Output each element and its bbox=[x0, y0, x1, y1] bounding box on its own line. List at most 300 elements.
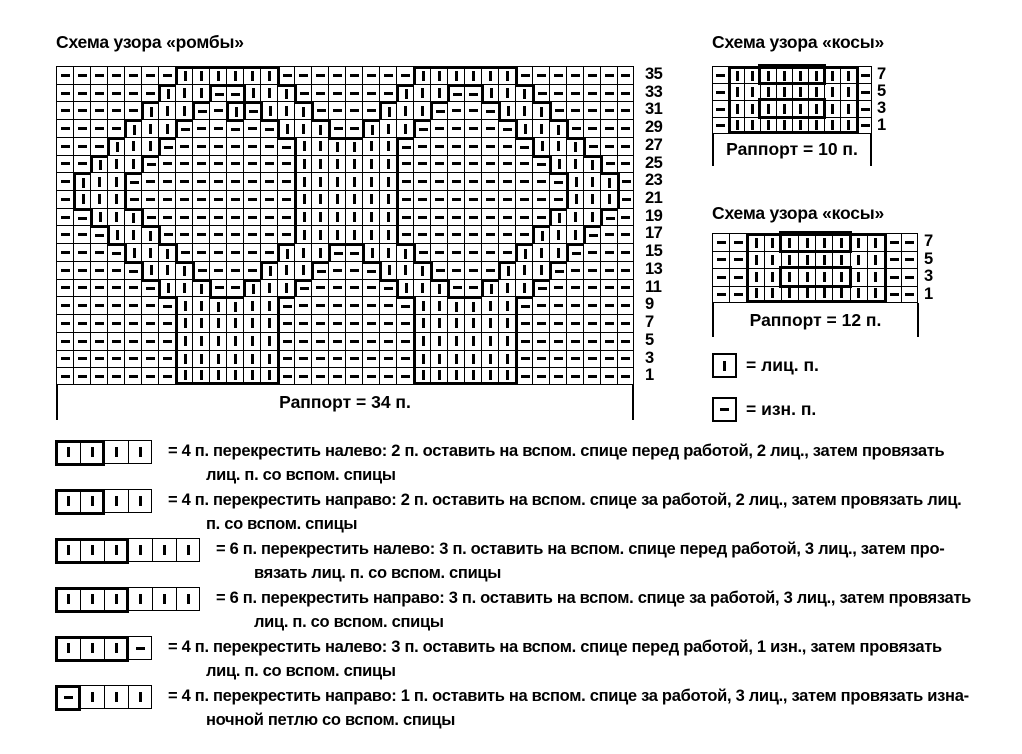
knit-stitch-icon bbox=[91, 447, 94, 457]
knit-cell bbox=[379, 172, 396, 190]
knit-cell bbox=[311, 243, 328, 261]
purl-stitch-icon bbox=[163, 305, 172, 308]
knit-stitch-icon bbox=[302, 124, 305, 134]
knit-stitch-icon bbox=[251, 318, 254, 328]
purl-stitch-icon bbox=[588, 357, 597, 360]
purl-cell bbox=[617, 279, 634, 297]
knit-stitch-icon bbox=[268, 71, 271, 81]
knit-cell bbox=[243, 296, 260, 314]
purl-cell bbox=[328, 243, 345, 261]
purl-stitch-icon bbox=[61, 198, 70, 201]
knit-cell bbox=[152, 538, 176, 562]
purl-cell bbox=[243, 119, 260, 137]
knit-stitch-icon bbox=[91, 594, 94, 604]
knit-stitch-icon bbox=[823, 288, 826, 298]
purl-cell bbox=[124, 172, 141, 190]
knit-stitch-icon bbox=[421, 106, 424, 116]
purl-stitch-icon bbox=[588, 74, 597, 77]
row-number: 3 bbox=[877, 99, 886, 117]
purl-stitch-icon bbox=[299, 74, 308, 77]
purl-cell bbox=[884, 251, 901, 269]
purl-cell bbox=[481, 190, 498, 208]
purl-stitch-icon bbox=[419, 251, 428, 254]
purl-cell bbox=[532, 296, 549, 314]
purl-cell bbox=[712, 286, 729, 304]
knit-cell bbox=[867, 268, 884, 286]
purl-stitch-icon bbox=[299, 322, 308, 325]
purl-stitch-icon bbox=[130, 181, 139, 184]
purl-cell bbox=[56, 172, 73, 190]
knit-stitch-icon bbox=[163, 594, 166, 604]
knit-stitch-icon bbox=[751, 104, 754, 114]
knit-stitch-icon bbox=[132, 230, 135, 240]
cable-symbol bbox=[56, 636, 155, 661]
purl-cell bbox=[566, 350, 583, 368]
purl-cell bbox=[209, 119, 226, 137]
purl-cell bbox=[124, 261, 141, 279]
purl-cell bbox=[345, 119, 362, 137]
purl-stitch-icon bbox=[537, 163, 546, 166]
knit-stitch-icon bbox=[874, 238, 877, 248]
purl-cell bbox=[56, 137, 73, 155]
knit-cell bbox=[294, 137, 311, 155]
knit-stitch-icon bbox=[455, 71, 458, 81]
purl-stitch-icon bbox=[605, 145, 614, 148]
purl-stitch-icon bbox=[248, 233, 257, 236]
purl-cell bbox=[56, 119, 73, 137]
purl-cell bbox=[515, 350, 532, 368]
purl-cell bbox=[600, 279, 617, 297]
purl-cell bbox=[515, 190, 532, 208]
purl-cell bbox=[884, 233, 901, 251]
knit-stitch-icon bbox=[755, 238, 758, 248]
knit-cell bbox=[345, 155, 362, 173]
purl-cell bbox=[396, 296, 413, 314]
knit-stitch-icon bbox=[806, 272, 809, 282]
purl-stitch-icon bbox=[333, 286, 342, 289]
knit-stitch-icon bbox=[115, 159, 118, 169]
purl-stitch-icon bbox=[214, 145, 223, 148]
purl-cell bbox=[328, 261, 345, 279]
purl-cell bbox=[498, 172, 515, 190]
knit-stitch-icon bbox=[200, 284, 203, 294]
purl-cell bbox=[73, 66, 90, 84]
purl-stitch-icon bbox=[537, 74, 546, 77]
purl-cell bbox=[549, 367, 566, 385]
purl-stitch-icon bbox=[299, 357, 308, 360]
knit-stitch-icon bbox=[591, 194, 594, 204]
knit-stitch-icon bbox=[67, 496, 70, 506]
purl-stitch-icon bbox=[350, 127, 359, 130]
knit-cell bbox=[464, 367, 481, 385]
knit-cell bbox=[600, 172, 617, 190]
legend-knit-row bbox=[712, 353, 819, 378]
knit-cell bbox=[776, 117, 792, 134]
purl-stitch-icon bbox=[588, 322, 597, 325]
purl-cell bbox=[583, 137, 600, 155]
knit-stitch-icon bbox=[115, 447, 118, 457]
purl-stitch-icon bbox=[503, 216, 512, 219]
purl-cell bbox=[413, 190, 430, 208]
knit-cell bbox=[243, 350, 260, 368]
knit-stitch-icon bbox=[91, 496, 94, 506]
purl-cell bbox=[600, 137, 617, 155]
knit-cell bbox=[850, 233, 867, 251]
row-number: 7 bbox=[877, 65, 886, 83]
purl-stitch-icon bbox=[265, 216, 274, 219]
row-number: 27 bbox=[645, 135, 663, 154]
main-chart-row-numbers bbox=[645, 66, 662, 385]
purl-cell bbox=[90, 261, 107, 279]
knit-cell bbox=[583, 155, 600, 173]
purl-stitch-icon bbox=[350, 340, 359, 343]
purl-stitch-icon bbox=[248, 198, 257, 201]
knit-stitch-icon bbox=[184, 318, 187, 328]
purl-stitch-icon bbox=[61, 286, 70, 289]
purl-cell bbox=[379, 279, 396, 297]
purl-stitch-icon bbox=[469, 127, 478, 130]
knit-cell bbox=[832, 233, 849, 251]
purl-cell bbox=[481, 137, 498, 155]
knit-stitch-icon bbox=[139, 594, 142, 604]
legend-purl-row bbox=[712, 397, 816, 422]
purl-stitch-icon bbox=[146, 322, 155, 325]
purl-cell bbox=[158, 66, 175, 84]
purl-cell bbox=[447, 172, 464, 190]
purl-stitch-icon bbox=[452, 127, 461, 130]
knit-stitch-icon bbox=[200, 354, 203, 364]
purl-cell bbox=[192, 119, 209, 137]
knit-stitch-icon bbox=[285, 89, 288, 99]
purl-cell bbox=[226, 243, 243, 261]
symbol-key-text bbox=[168, 489, 961, 536]
purl-cell bbox=[515, 137, 532, 155]
purl-stitch-icon bbox=[418, 216, 427, 219]
purl-stitch-icon bbox=[78, 92, 87, 95]
knit-stitch-icon bbox=[540, 107, 543, 117]
knit-cell bbox=[792, 83, 808, 100]
knit-stitch-icon bbox=[847, 71, 850, 81]
main-chart-title: Схема узора «ромбы» bbox=[56, 32, 244, 52]
purl-cell bbox=[396, 332, 413, 350]
purl-cell bbox=[107, 332, 124, 350]
knit-cell bbox=[128, 587, 152, 611]
knit-cell bbox=[430, 66, 447, 84]
knit-cell bbox=[104, 538, 128, 562]
knit-stitch-icon bbox=[91, 545, 94, 555]
purl-cell bbox=[566, 314, 583, 332]
purl-cell bbox=[243, 172, 260, 190]
purl-stitch-icon bbox=[283, 305, 292, 308]
purl-cell bbox=[600, 101, 617, 119]
purl-cell bbox=[600, 208, 617, 226]
purl-stitch-icon bbox=[419, 128, 428, 131]
purl-stitch-icon bbox=[621, 233, 630, 236]
purl-stitch-icon bbox=[163, 357, 172, 360]
purl-stitch-icon bbox=[716, 74, 725, 77]
knit-stitch-icon bbox=[574, 159, 577, 169]
knit-cell bbox=[498, 261, 515, 279]
knit-cell bbox=[80, 489, 104, 513]
purl-stitch-icon bbox=[605, 357, 614, 360]
knit-stitch-icon bbox=[353, 177, 356, 187]
purl-cell bbox=[396, 66, 413, 84]
purl-stitch-icon bbox=[605, 109, 614, 112]
purl-cell bbox=[600, 155, 617, 173]
purl-cell bbox=[294, 350, 311, 368]
purl-cell bbox=[532, 314, 549, 332]
purl-cell bbox=[311, 350, 328, 368]
row-number: 15 bbox=[645, 242, 663, 261]
knit-stitch-icon bbox=[723, 361, 726, 371]
purl-stitch-icon bbox=[418, 198, 427, 201]
cable-chart-1-rapport-label: Раппорт = 10 п. bbox=[726, 139, 858, 159]
row-number: 21 bbox=[645, 189, 663, 208]
purl-cell bbox=[856, 100, 872, 117]
purl-stitch-icon bbox=[129, 340, 138, 343]
purl-cell bbox=[124, 190, 141, 208]
purl-stitch-icon bbox=[621, 375, 630, 378]
knit-cell bbox=[345, 225, 362, 243]
knit-cell bbox=[128, 440, 152, 464]
purl-cell bbox=[73, 261, 90, 279]
purl-stitch-icon bbox=[78, 286, 87, 289]
knit-cell bbox=[532, 261, 549, 279]
purl-stitch-icon bbox=[61, 304, 70, 307]
purl-stitch-icon bbox=[181, 251, 190, 254]
knit-cell bbox=[498, 332, 515, 350]
purl-cell bbox=[617, 367, 634, 385]
purl-stitch-icon bbox=[350, 74, 359, 77]
purl-cell bbox=[124, 279, 141, 297]
purl-stitch-icon bbox=[147, 216, 156, 219]
row-number: 7 bbox=[924, 232, 933, 250]
knit-cell bbox=[808, 117, 824, 134]
purl-stitch-icon bbox=[282, 180, 291, 183]
knit-stitch-icon bbox=[523, 265, 526, 275]
purl-stitch-icon bbox=[554, 375, 563, 378]
purl-stitch-icon bbox=[622, 198, 631, 201]
purl-stitch-icon bbox=[112, 357, 121, 360]
knit-stitch-icon bbox=[200, 318, 203, 328]
purl-stitch-icon bbox=[136, 647, 145, 650]
knit-cell bbox=[815, 251, 832, 269]
knit-stitch-icon bbox=[506, 88, 509, 98]
purl-stitch-icon bbox=[146, 92, 155, 95]
purl-cell bbox=[884, 286, 901, 304]
purl-cell bbox=[447, 137, 464, 155]
purl-cell bbox=[464, 137, 481, 155]
symbol-key-text bbox=[168, 440, 944, 487]
knit-cell bbox=[840, 66, 856, 83]
purl-cell bbox=[430, 101, 447, 119]
purl-stitch-icon bbox=[129, 92, 138, 95]
purl-cell bbox=[430, 225, 447, 243]
purl-stitch-icon bbox=[316, 92, 325, 95]
purl-cell bbox=[600, 84, 617, 102]
purl-stitch-icon bbox=[401, 375, 410, 378]
purl-stitch-icon bbox=[521, 74, 530, 77]
purl-cell bbox=[464, 84, 481, 102]
purl-stitch-icon bbox=[503, 180, 512, 183]
row-number: 25 bbox=[645, 153, 663, 172]
purl-stitch-icon bbox=[554, 74, 563, 77]
purl-stitch-icon bbox=[402, 180, 411, 183]
knit-cell bbox=[294, 208, 311, 226]
purl-cell bbox=[583, 332, 600, 350]
purl-stitch-icon bbox=[197, 162, 206, 165]
purl-cell bbox=[413, 172, 430, 190]
knit-stitch-icon bbox=[234, 71, 237, 81]
row-number: 3 bbox=[645, 348, 654, 367]
knit-cell bbox=[840, 100, 856, 117]
purl-cell bbox=[583, 84, 600, 102]
knit-cell bbox=[532, 225, 549, 243]
purl-cell bbox=[481, 155, 498, 173]
purl-cell bbox=[175, 208, 192, 226]
knit-cell bbox=[311, 172, 328, 190]
knit-stitch-icon bbox=[336, 177, 339, 187]
knit-cell bbox=[260, 314, 277, 332]
purl-stitch-icon bbox=[537, 180, 546, 183]
purl-stitch-icon bbox=[112, 74, 121, 77]
purl-stitch-icon bbox=[605, 322, 614, 325]
knit-cell bbox=[824, 66, 840, 83]
purl-stitch-icon bbox=[520, 216, 529, 219]
purl-stitch-icon bbox=[146, 287, 155, 290]
purl-cell bbox=[158, 172, 175, 190]
knit-cell bbox=[243, 332, 260, 350]
purl-stitch-icon bbox=[486, 162, 495, 165]
purl-cell bbox=[328, 101, 345, 119]
knit-cell bbox=[566, 137, 583, 155]
purl-stitch-icon bbox=[538, 287, 547, 290]
purl-cell bbox=[600, 350, 617, 368]
knit-cell bbox=[175, 261, 192, 279]
purl-cell bbox=[566, 84, 583, 102]
purl-stitch-icon bbox=[605, 269, 614, 272]
knit-stitch-icon bbox=[234, 354, 237, 364]
purl-stitch-icon bbox=[95, 322, 104, 325]
knit-cell bbox=[764, 251, 781, 269]
knit-cell bbox=[294, 190, 311, 208]
purl-stitch-icon bbox=[469, 198, 478, 201]
purl-stitch-icon bbox=[163, 162, 172, 165]
knit-stitch-icon bbox=[506, 301, 509, 311]
purl-stitch-icon bbox=[538, 92, 547, 95]
purl-stitch-icon bbox=[146, 357, 155, 360]
purl-stitch-icon bbox=[621, 109, 630, 112]
knit-cell bbox=[413, 332, 430, 350]
knit-cell bbox=[867, 251, 884, 269]
purl-cell bbox=[209, 137, 226, 155]
knit-cell bbox=[277, 279, 294, 297]
purl-cell bbox=[124, 314, 141, 332]
knit-cell bbox=[481, 84, 498, 102]
purl-cell bbox=[345, 261, 362, 279]
purl-cell bbox=[73, 350, 90, 368]
purl-stitch-icon bbox=[95, 109, 104, 112]
purl-cell bbox=[158, 208, 175, 226]
knit-stitch-icon bbox=[388, 265, 391, 275]
purl-stitch-icon bbox=[95, 269, 104, 272]
key-text-line1: = 4 п. перекрестить налево: 2 п. оставить на вспом. спице перед работой, 2 лиц., затем провязать bbox=[168, 442, 945, 460]
knit-stitch-icon bbox=[183, 266, 186, 276]
purl-cell bbox=[90, 84, 107, 102]
purl-stitch-icon bbox=[112, 127, 121, 130]
knit-cell bbox=[760, 83, 776, 100]
purl-stitch-icon bbox=[401, 74, 410, 77]
knit-stitch-icon bbox=[506, 370, 509, 380]
knit-stitch-icon bbox=[557, 125, 560, 135]
knit-cell bbox=[498, 101, 515, 119]
knit-stitch-icon bbox=[455, 318, 458, 328]
purl-stitch-icon bbox=[95, 340, 104, 343]
purl-cell bbox=[396, 137, 413, 155]
purl-stitch-icon bbox=[588, 251, 597, 254]
knit-stitch-icon bbox=[99, 212, 102, 222]
purl-cell bbox=[294, 66, 311, 84]
purl-cell bbox=[856, 83, 872, 100]
purl-cell bbox=[311, 296, 328, 314]
knit-stitch-icon bbox=[269, 266, 272, 276]
purl-stitch-icon bbox=[861, 74, 870, 77]
knit-cell bbox=[413, 279, 430, 297]
knit-stitch-icon bbox=[139, 692, 142, 702]
purl-stitch-icon bbox=[537, 216, 546, 219]
knit-stitch-icon bbox=[166, 249, 169, 259]
knit-cell bbox=[294, 225, 311, 243]
purl-cell bbox=[209, 101, 226, 119]
knit-cell bbox=[260, 367, 277, 385]
knit-stitch-icon bbox=[455, 354, 458, 364]
knit-cell bbox=[260, 332, 277, 350]
purl-stitch-icon bbox=[147, 163, 156, 166]
purl-cell bbox=[175, 243, 192, 261]
knit-stitch-icon bbox=[132, 159, 135, 169]
knit-stitch-icon bbox=[268, 370, 271, 380]
purl-stitch-icon bbox=[571, 286, 580, 289]
knit-stitch-icon bbox=[149, 248, 152, 258]
purl-stitch-icon bbox=[605, 127, 614, 130]
knit-cell bbox=[781, 268, 798, 286]
knit-cell bbox=[56, 587, 80, 611]
knit-stitch-icon bbox=[788, 238, 791, 248]
purl-stitch-icon bbox=[197, 127, 206, 130]
purl-cell bbox=[328, 367, 345, 385]
purl-stitch-icon bbox=[333, 304, 342, 307]
purl-cell bbox=[712, 100, 728, 117]
knit-cell bbox=[192, 314, 209, 332]
knit-stitch-icon bbox=[251, 354, 254, 364]
purl-cell bbox=[600, 314, 617, 332]
knit-cell bbox=[498, 350, 515, 368]
purl-cell bbox=[379, 296, 396, 314]
purl-stitch-icon bbox=[890, 258, 899, 261]
purl-stitch-icon bbox=[588, 92, 597, 95]
purl-stitch-icon bbox=[112, 286, 121, 289]
knit-cell bbox=[781, 286, 798, 304]
purl-cell bbox=[345, 66, 362, 84]
purl-cell bbox=[56, 261, 73, 279]
purl-cell bbox=[277, 296, 294, 314]
symbol-key-text bbox=[216, 587, 971, 634]
purl-cell bbox=[481, 101, 498, 119]
knit-cell bbox=[104, 685, 128, 709]
purl-cell bbox=[600, 332, 617, 350]
purl-stitch-icon bbox=[163, 340, 172, 343]
purl-stitch-icon bbox=[621, 322, 630, 325]
